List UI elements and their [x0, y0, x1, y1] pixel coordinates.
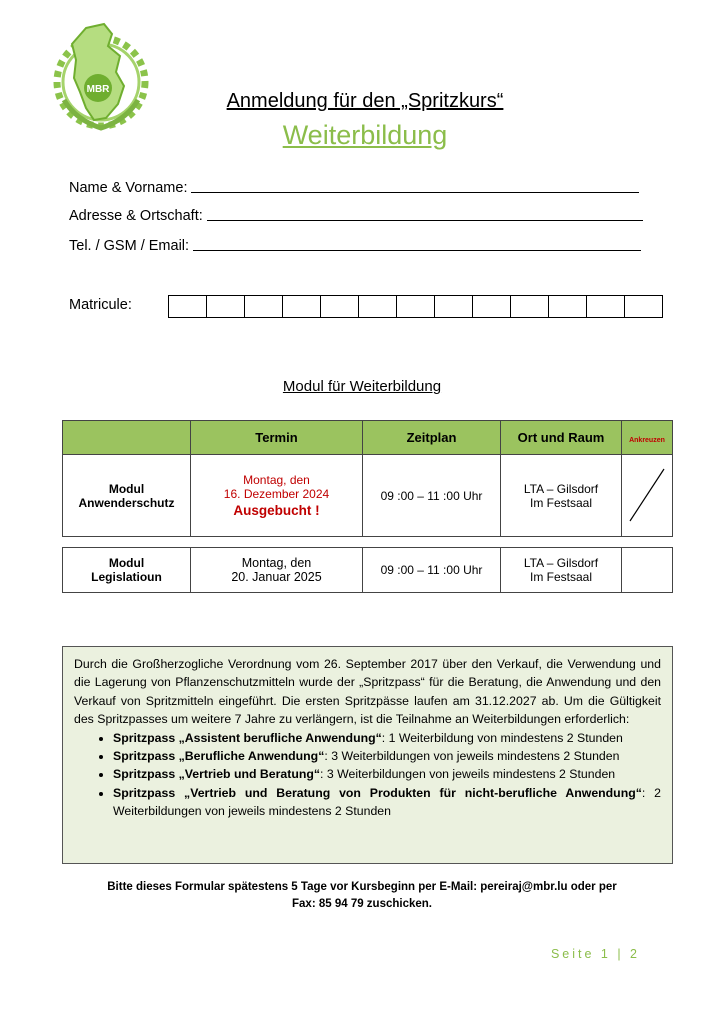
matricule-digit-box[interactable] — [245, 296, 283, 317]
name-label: Name & Vorname: — [69, 180, 188, 196]
form-title: Anmeldung für den „Spritzkurs“ — [226, 90, 504, 112]
name-input-line[interactable] — [191, 191, 639, 193]
footer-note: Bitte dieses Formular spätestens 5 Tage vor Kursbeginn per E-Mail: pereiraj@mbr.lu oder per Fax: 85 94 79 zuschicken. — [107, 881, 617, 910]
matricule-digit-box[interactable] — [359, 296, 397, 317]
module-name: Modul Legislatioun — [63, 548, 191, 593]
module-date: Montag, den 16. Dezember 2024 Ausgebucht ! — [191, 455, 363, 537]
page-number: Seite 1 | 2 — [550, 947, 640, 961]
module-time: 09 :00 – 11 :00 Uhr — [363, 455, 501, 537]
matricule-digit-box[interactable] — [283, 296, 321, 317]
info-box — [62, 646, 673, 864]
module-table-2 — [62, 547, 673, 593]
list-item: • Spritzpass „Assistent berufliche Anwendung“: 1 Weiterbildung von mindestens 2 Stunden — [113, 729, 661, 747]
info-list — [74, 729, 661, 821]
module-section-title: Modul für Weiterbildung — [282, 378, 442, 395]
matricule-digit-box[interactable] — [169, 296, 207, 317]
table-header-row — [63, 421, 673, 455]
mbr-logo — [46, 20, 156, 138]
contact-field[interactable] — [69, 238, 641, 254]
matricule-digit-box[interactable] — [397, 296, 435, 317]
info-paragraph: Durch die Großherzogliche Verordnung vom 26. September 2017 über den Verkauf, die Verwendung und die Lagerung von Pflanzenschutzmitteln wurde der „Spritzpass“ für die Beratung, die Anwendung und den Verkauf von Spritzmitteln eingeführt. Die ersten Spritzpässe laufen am 31.12.2027 ab. Um die Gültigkeit des Spritzpasses um weitere 7 Jahre zu verlängern, ist die Teilnahme an Weiterbildungen erforderlich: — [74, 657, 661, 727]
booked-status: Ausgebucht ! — [233, 503, 320, 518]
list-item: • Spritzpass „Vertrieb und Beratung“: 3 Weiterbildungen von jeweils mindestens 2 Stunden — [113, 765, 661, 783]
matricule-digit-box[interactable] — [473, 296, 511, 317]
header-zeitplan: Zeitplan — [363, 421, 501, 455]
address-label: Adresse & Ortschaft: — [69, 208, 203, 224]
list-item: • Spritzpass „Berufliche Anwendung“: 3 Weiterbildungen von jeweils mindestens 2 Stunden — [113, 747, 661, 765]
module-place: LTA – Gilsdorf Im Festsaal — [501, 455, 622, 537]
address-field[interactable] — [69, 208, 643, 224]
contact-label: Tel. / GSM / Email: — [69, 238, 190, 254]
header-ort: Ort und Raum — [501, 421, 622, 455]
module-name: Modul Anwenderschutz — [63, 455, 191, 537]
module-table — [62, 420, 673, 537]
module-checkbox[interactable] — [622, 548, 673, 593]
table-row — [63, 548, 673, 593]
checkbox-crossed-out — [622, 455, 673, 537]
matricule-digit-box[interactable] — [511, 296, 549, 317]
logo-text: MBR — [86, 84, 110, 95]
address-input-line[interactable] — [207, 219, 643, 221]
contact-input-line[interactable] — [193, 249, 641, 251]
matricule-digit-box[interactable] — [435, 296, 473, 317]
header-termin: Termin — [191, 421, 363, 455]
module-place: LTA – Gilsdorf Im Festsaal — [501, 548, 622, 593]
matricule-digit-box[interactable] — [549, 296, 587, 317]
list-item: • Spritzpass „Vertrieb und Beratung von Produkten für nicht-berufliche Anwendung“: 2 Weiterbildungen von jeweils mindestens 2 Stunden — [113, 784, 661, 821]
form-subtitle: Weiterbildung — [282, 120, 448, 150]
table-row — [63, 455, 673, 537]
matricule-label: Matricule: — [69, 297, 132, 313]
matricule-digit-box[interactable] — [587, 296, 625, 317]
strike-line — [622, 455, 672, 533]
module-time: 09 :00 – 11 :00 Uhr — [363, 548, 501, 593]
header-empty — [63, 421, 191, 455]
matricule-digit-box[interactable] — [625, 296, 662, 317]
name-field[interactable] — [69, 180, 639, 196]
matricule-input[interactable] — [168, 295, 663, 318]
header-ankreuzen: Ankreuzen — [622, 421, 673, 455]
matricule-digit-box[interactable] — [207, 296, 245, 317]
matricule-digit-box[interactable] — [321, 296, 359, 317]
module-date: Montag, den 20. Januar 2025 — [191, 548, 363, 593]
